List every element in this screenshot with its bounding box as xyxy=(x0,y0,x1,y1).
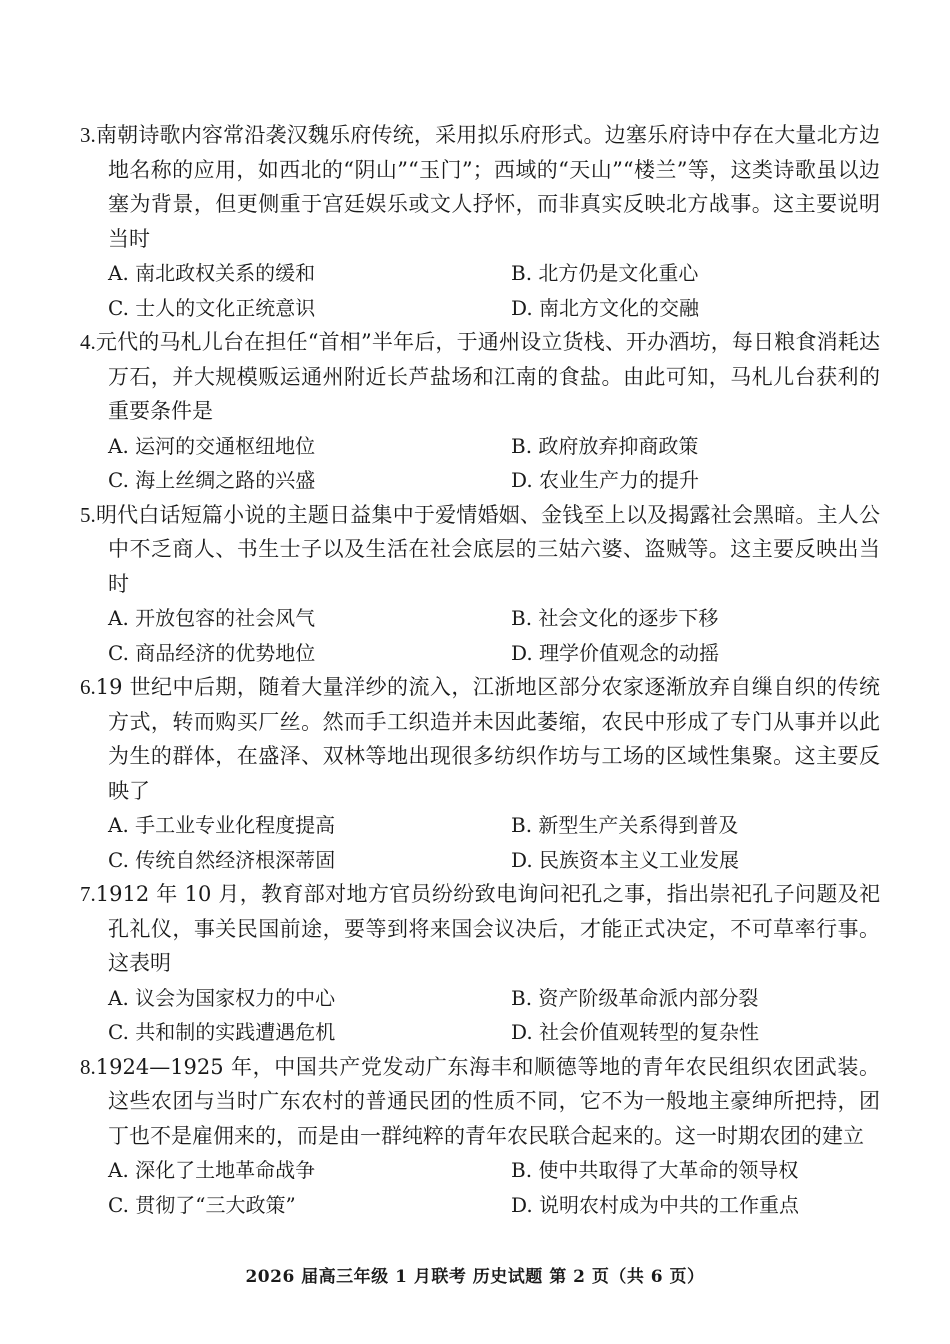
option-b: B. 新型生产关系得到普及 xyxy=(511,813,739,837)
option-a: A. 开放包容的社会风气 xyxy=(108,606,316,630)
option-c: C. 海上丝绸之路的兴盛 xyxy=(108,468,316,492)
option-b: B. 社会文化的逐步下移 xyxy=(511,606,719,630)
question-text: 明代白话短篇小说的主题日益集中于爱情婚姻、金钱至上以及揭露社会黑暗。主人公中不乏商人、书生士子以及生活在社会底层的三姑六婆、盗贼等。这主要反映出当时 xyxy=(95,502,880,596)
option-d: D. 民族资本主义工业发展 xyxy=(511,847,740,872)
question-text: 1912 年 10 月，教育部对地方官员纷纷致电询问祀孔之事，指出崇祀孔子问题及祀孔礼仪，事关民国前途，要等到将来国会议决后，才能正式决定，不可草率行事。这表明 xyxy=(95,882,880,975)
page-footer: 2026 届高三年级 1 月联考 历史试题 第 2 页（共 6 页） xyxy=(245,1267,705,1287)
question-text: 1924—1925 年，中国共产党发动广东海丰和顺德等地的青年农民组织农团武装。这些农团与当时广东农村的普通民团的性质不同，它不为一般地主豪绅所把持，团丁也不是雇佣来的，而是由一群纯粹的青年农民联合起来的。这一时期农团的建立 xyxy=(95,1054,880,1148)
question-stem xyxy=(80,877,880,981)
option-d: D. 农业生产力的提升 xyxy=(511,468,700,492)
question-stem xyxy=(80,1050,880,1154)
question-4 xyxy=(80,325,880,498)
option-c: C. 商品经济的优势地位 xyxy=(108,640,316,665)
option-a: A. 手工业专业化程度提高 xyxy=(108,813,336,837)
option-a: A. 深化了土地革命战争 xyxy=(108,1158,316,1182)
question-number: 6. xyxy=(80,675,96,699)
option-c: C. 共和制的实践遭遇危机 xyxy=(108,1020,336,1044)
question-text: 元代的马札儿台在担任“首相”半年后，于通州设立货栈、开办酒坊，每日粮食消耗达万石，并大规模贩运通州附近长芦盐场和江南的食盐。由此可知，马札儿台获利的重要条件是 xyxy=(95,330,880,423)
option-d: D. 理学价值观念的动摇 xyxy=(511,640,720,665)
question-3 xyxy=(80,118,880,325)
answer-options xyxy=(80,808,880,877)
option-c: C. 士人的文化正统意识 xyxy=(108,295,316,320)
option-a: A. 南北政权关系的缓和 xyxy=(108,261,316,285)
question-stem xyxy=(80,325,880,429)
question-number: 7. xyxy=(80,882,96,906)
question-8 xyxy=(80,1050,880,1223)
option-d: D. 社会价值观转型的复杂性 xyxy=(511,1020,760,1044)
question-number: 5. xyxy=(80,502,96,527)
option-d: D. 南北方文化的交融 xyxy=(511,295,700,320)
option-a: A. 议会为国家权力的中心 xyxy=(108,985,336,1010)
question-text: 19 世纪中后期，随着大量洋纱的流入，江浙地区部分农家逐渐放弃自缫自织的传统方式，转而购买厂丝。然而手工织造并未因此萎缩，农民中形成了专门从事并以此为生的群体，在盛泽、双林等地出现很多纺织作坊与工场的区域性集聚。这主要反映了 xyxy=(95,675,880,803)
question-text: 南朝诗歌内容常沿袭汉魏乐府传统，采用拟乐府形式。边塞乐府诗中存在大量北方边地名称的应用，如西北的“阴山”“玉门”；西域的“天山”“楼兰”等，这类诗歌虽以边塞为背景，但更侧重于宫廷娱乐或文人抒怀，而非真实反映北方战事。这主要说明当时 xyxy=(95,123,880,251)
option-b: B. 政府放弃抑商政策 xyxy=(511,433,699,458)
question-stem xyxy=(80,498,880,602)
question-number: 3. xyxy=(80,123,96,147)
answer-options xyxy=(80,601,880,670)
option-b: B. 使中共取得了大革命的领导权 xyxy=(511,1158,799,1182)
option-c: C. 贯彻了“三大政策” xyxy=(108,1192,296,1217)
question-number: 8. xyxy=(80,1054,96,1079)
answer-options xyxy=(80,981,880,1050)
option-d: D. 说明农村成为中共的工作重点 xyxy=(511,1192,800,1217)
question-6 xyxy=(80,670,880,877)
question-5 xyxy=(80,498,880,671)
question-stem xyxy=(80,670,880,808)
answer-options xyxy=(80,256,880,325)
option-a: A. 运河的交通枢纽地位 xyxy=(108,433,316,458)
option-b: B. 资产阶级革命派内部分裂 xyxy=(511,985,759,1010)
answer-options xyxy=(80,1153,880,1222)
question-number: 4. xyxy=(80,330,96,354)
answer-options xyxy=(80,429,880,498)
option-b: B. 北方仍是文化重心 xyxy=(511,261,699,285)
question-7 xyxy=(80,877,880,1050)
option-c: C. 传统自然经济根深蒂固 xyxy=(108,847,336,872)
question-stem xyxy=(80,118,880,256)
